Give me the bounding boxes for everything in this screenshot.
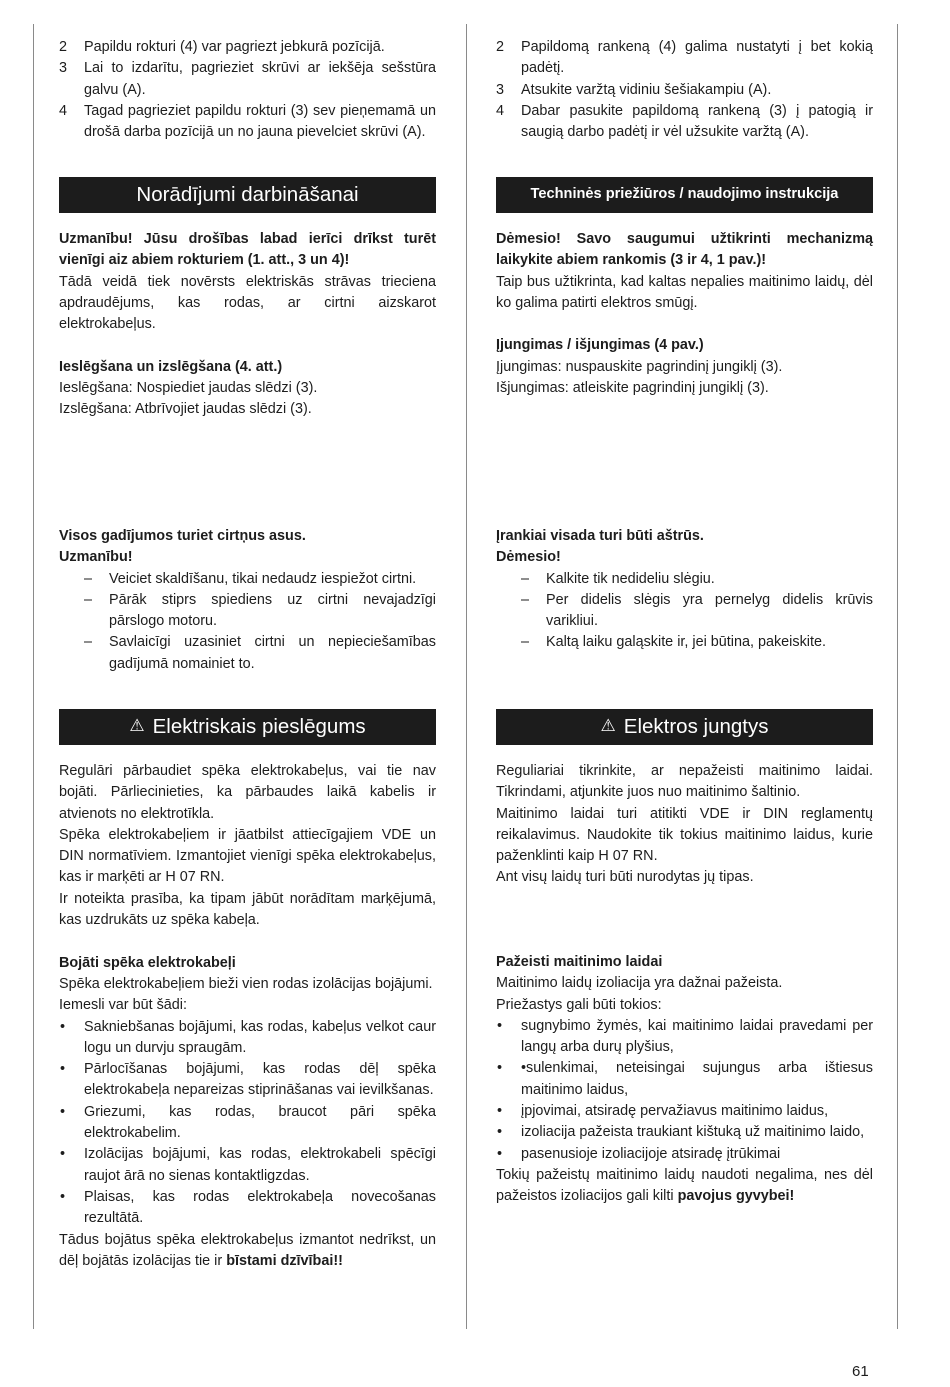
column-rule-center [466,24,467,1329]
list-item: • sugnybimo žymės, kai maitinimo laidai pravedami per langų arba durų plyšius, [497,1017,873,1056]
column-rule-right [897,24,898,1329]
left-sharp-section [59,526,436,675]
list-item: • Plaisas, kas rodas elektrokabeļa novecošanas rezultātā. [60,1188,436,1227]
electric-paragraph: Maitinimo laidai turi atitikti VDE ir DIN reglamentų reikalavimus. Naudokite tik tokius maitinimo laidus, kurie paženklinti kaip H 07 RN. [496,805,873,865]
list-item: 3 Atsukite varžtą vidiniu šešiakampiu (A). [496,81,772,98]
list-item: 2 Papildomą rankeną (4) galima nustatyti į bet kokią padėtį. [496,39,873,77]
switch-title: Įjungimas / išjungimas (4 pav.) [496,337,704,354]
operation-header: Techninės priežiūros / naudojimo instrukcija [496,177,873,213]
electric-paragraph: Reguliariai tikrinkite, ar nepažeisti maitinimo laidai. Tikrindami, atjunkite juos nuo maitinimo šaltinio. [496,763,873,801]
page-number: 61 [852,1363,869,1380]
list-item: • Griezumi, kas rodas, braucot pāri spēka elektrokabelim. [60,1103,436,1142]
dash-list [59,569,436,675]
warning-triangle-icon: ⚠ [129,716,145,736]
list-item: – Kalkite tik nedideliu slėgiu. [521,570,715,587]
list-item: 2 Papildu rokturi (4) var pagriezt jebkurā pozīcijā. [59,39,385,55]
list-item: • Izolācijas bojājumi, kas rodas, elektrokabeli spēcīgi raujot ārā no sienas kontaktligzdas. [60,1146,436,1184]
left-operation-section [59,229,436,421]
list-item: • •sulenkimai, neteisingai sujungus arba ištiesus maitinimo laidus, [497,1060,873,1098]
damaged-paragraph: Maitinimo laidų izoliacija yra dažnai pažeista. [496,975,783,992]
list-item: • izoliacija pažeista traukiant kištuką už maitinimo laido, [497,1124,865,1141]
list-item: – Savlaicīgi uzasiniet cirtni un nepieciešamības gadījumā nomainiet to. [84,634,436,672]
dash-list [496,569,873,654]
operation-header: Norādījumi darbināšanai [59,177,436,213]
intro-list [59,37,436,143]
electric-paragraph: Regulāri pārbaudiet spēka elektrokabeļus, vai tie nav bojāti. Pārliecinieties, ka pārbaudes laikā kabelis ir atvienots no elektrotīkla. [59,763,436,822]
right-electric-section [496,761,873,889]
list-item: – Pārāk stiprs spiediens uz cirtni nevajadzīgi pārslogo motoru. [84,591,436,630]
damaged-paragraph: Priežastys gali būti tokios: [496,996,662,1013]
switch-title: Ieslēgšana un izslēgšana (4. att.) [59,358,283,375]
list-item: 4 Dabar pasukite papildomą rankeną (3) į patogią ir saugią darbo padėtį ir vėl užsukite varžtą (A). [496,102,873,141]
caution-text: Taip bus užtikrinta, kad kaltas nepalies maitinimo laidų, dėl ko galima patirti elektros smūgį. [496,273,873,311]
right-damaged-section [496,952,873,1208]
right-operation-section [496,229,873,399]
warning-triangle-icon: ⚠ [600,716,616,736]
electric-header: ⚠ Elektriskais pieslēgums [59,709,436,745]
list-item: – Veiciet skaldīšanu, tikai nedaudz iespiežot cirtni. [84,570,417,587]
bullet-list [496,1016,873,1165]
damaged-paragraph: Spēka elektrokabeļiem bieži vien rodas izolācijas bojājumi. [59,975,433,992]
left-electric-section [59,761,436,1272]
list-item: • Sakniebšanas bojājumi, kas rodas, kabeļus velkot caur logu un durvju spraugām. [60,1018,436,1056]
switch-off: Izslēgšana: Atbrīvojiet jaudas slēdzi (3). [59,401,312,418]
right-column [496,37,873,143]
damaged-title: Bojāti spēka elektrokabeļi [59,954,236,971]
intro-list [496,37,873,143]
electric-paragraph: Ant visų laidų turi būti nurodytas jų tipas. [496,869,754,886]
electric-paragraph: Spēka elektrokabeļiem ir jāatbilst attiecīgajiem VDE un DIN normatīviem. Izmantojiet vienīgi spēka elektrokabeļus, kas ir marķēti ar H 07 RN. [59,826,436,886]
damaged-title: Pažeisti maitinimo laidai [496,954,663,970]
list-item: • pasenusioje izoliacijoje atsiradę įtrūkimai [497,1145,781,1162]
right-sharp-section [496,526,873,654]
attention-label: Uzmanību! [59,549,133,566]
caution-bold: Uzmanību! Jūsu drošības labad ierīci drīkst turēt vienīgi aiz abiem rokturiem (1. att., 3 un 4)! [59,231,436,269]
list-item: 4 Tagad pagrieziet papildu rokturi (3) sev pieņemamā un drošā darba pozīcijā un no jauna pievelciet skrūvi (A). [59,102,436,141]
switch-on: Įjungimas: nuspauskite pagrindinį jungiklį (3). [496,358,783,375]
attention-label: Dėmesio! [496,549,561,566]
sharp-title: Visos gadījumos turiet cirtņus asus. [59,528,306,544]
list-item: – Kaltą laiku galąskite ir, jei būtina, pakeiskite. [521,634,826,651]
list-item: – Per didelis slėgis yra pernelyg didelis krūvis varikliui. [521,591,873,630]
electric-paragraph: Ir noteikta prasība, ka tipam jābūt norādītam marķējumā, kas uzdrukāts uz spēka kabeļa. [59,890,436,929]
damaged-paragraph: Iemesli var būt šādi: [59,997,187,1014]
closing-paragraph: Tokių pažeistų maitinimo laidų naudoti negalima, nes dėl pažeistos izoliacijos gali kilti pavojus gyvybei! [496,1166,873,1205]
switch-on: Ieslēgšana: Nospiediet jaudas slēdzi (3). [59,380,318,397]
sharp-title: Įrankiai visada turi būti aštrūs. [496,528,704,544]
switch-off: Išjungimas: atleiskite pagrindinį jungiklį (3). [496,380,769,397]
list-item: 3 Lai to izdarītu, pagrieziet skrūvi ar iekšēja sešstūra galvu (A). [59,60,436,98]
caution-bold: Dėmesio! Savo saugumui užtikrinti mechanizmą laikykite abiem rankomis (3 ir 4, 1 pav.)! [496,231,873,269]
caution-text: Tādā veidā tiek novērsts elektriskās strāvas trieciena apdraudējums, kas rodas, ar cirtni aizskarot elektrokabeļus. [59,273,436,333]
closing-paragraph: Tādus bojātus spēka elektrokabeļus izmantot nedrīkst, un dēļ bojātās izolācijas tie ir bīstami dzīvībai!! [59,1231,436,1269]
left-column [59,37,436,143]
list-item: • įpjovimai, atsiradę pervažiavus maitinimo laidus, [497,1103,829,1120]
bullet-list [59,1017,436,1230]
electric-header: ⚠ Elektros jungtys [496,709,873,745]
column-rule-left [33,24,34,1329]
list-item: • Pārlocīšanas bojājumi, kas rodas dēļ spēka elektrokabeļa nepareizas stiprināšanas vai ievilkšanas. [60,1061,436,1099]
